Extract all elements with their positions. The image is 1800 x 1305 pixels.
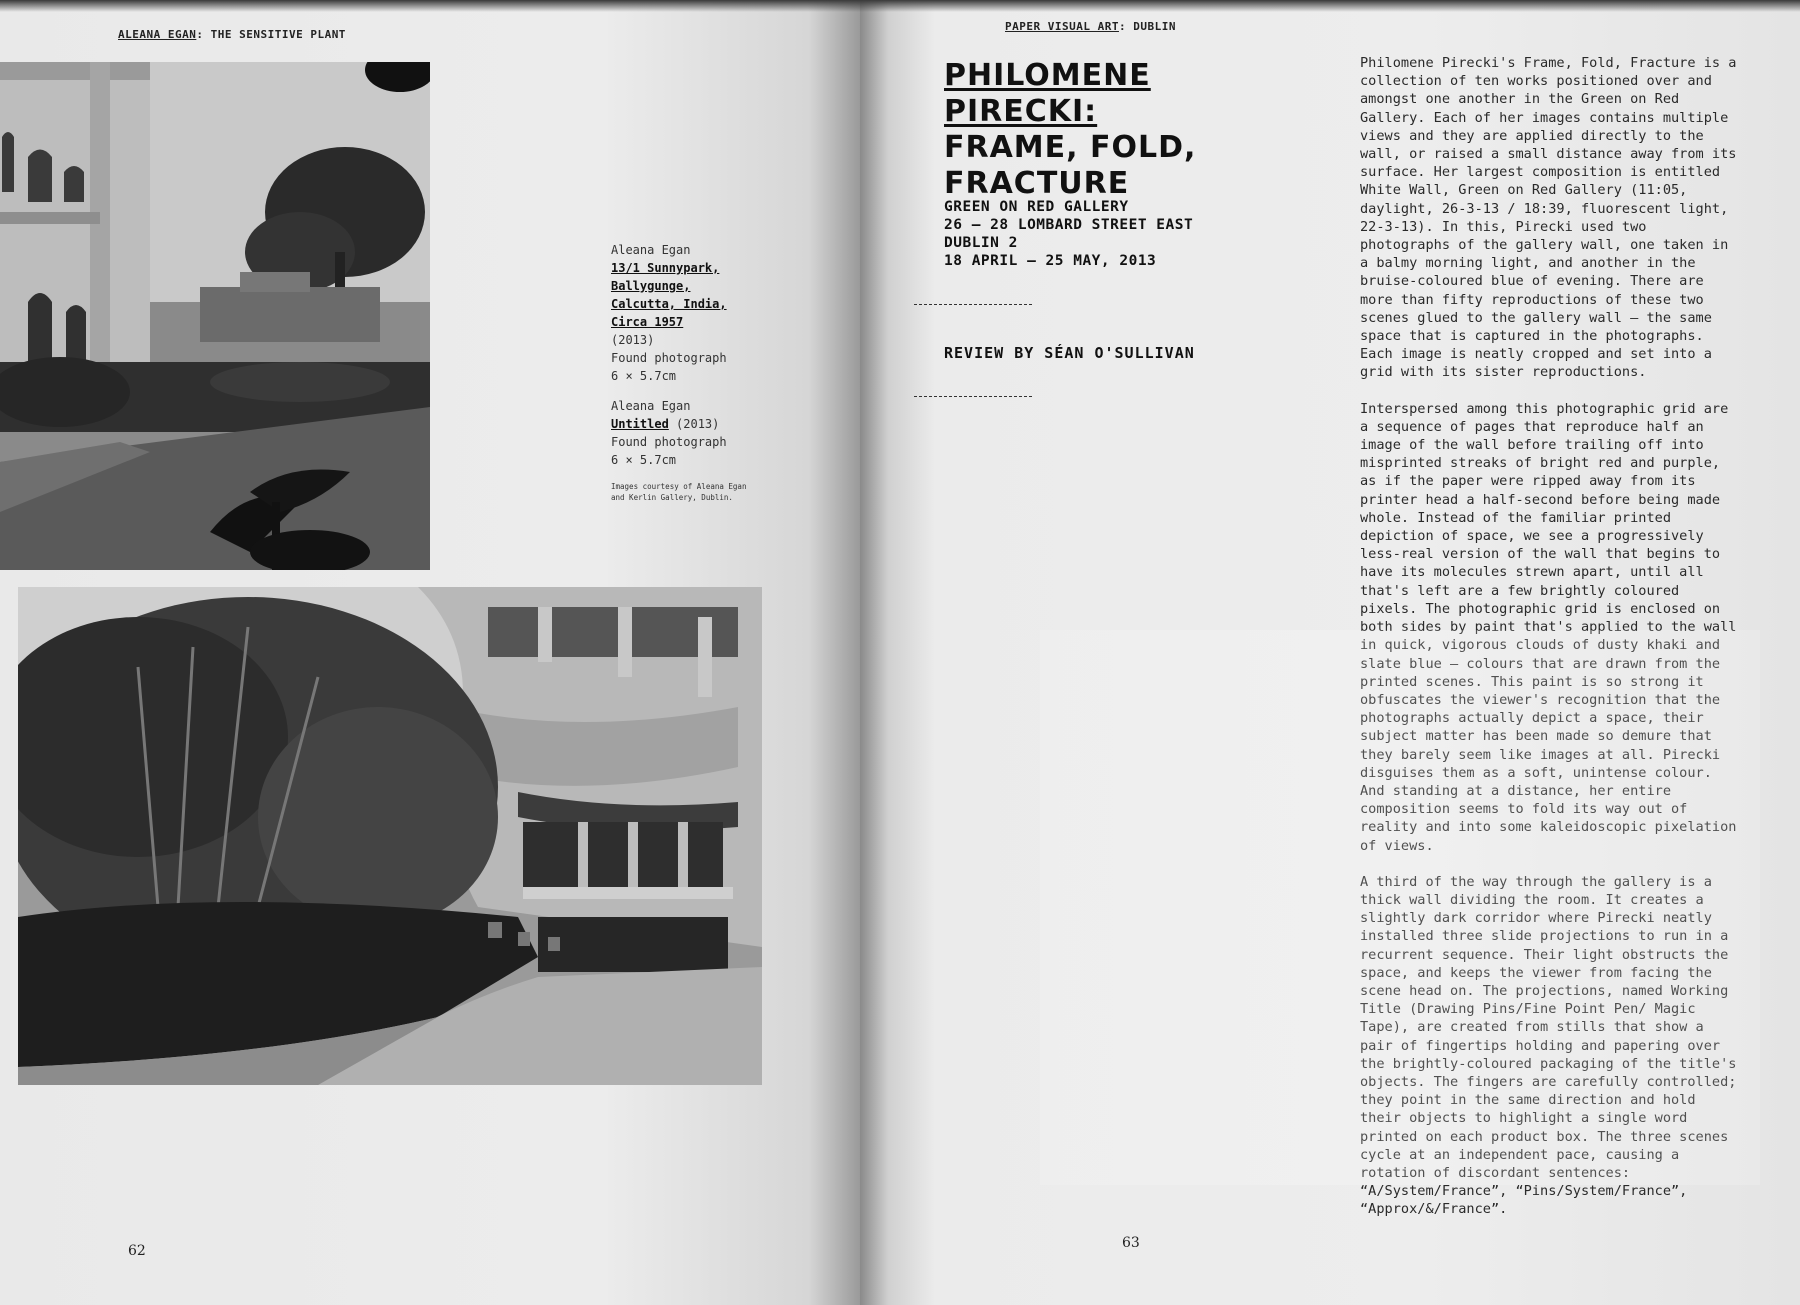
article-body	[1360, 54, 1740, 1237]
paragraph-1: Philomene Pirecki's Frame, Fold, Fracture is a collection of ten works positioned over and amongst one another in the Green on Red Gallery. Each of her images contains multiple views and they are applied directly to the wall, or raised a small distance away from its surface. Her largest composition is entitled White Wall, Green on Red Gallery (11:05, daylight, 26-3-13 / 18:39, fluorescent light, 22-3-13). In this, Pirecki used two photographs of the gallery wall, one taken in a balmy morning light, and another in the bruise-coloured blue of evening. There are more than fifty reproductions of these two scenes glued to the gallery wall – the same space that is captured in the photographs. Each image is neatly cropped and set into a grid with its sister reproductions.	[1360, 55, 1737, 381]
caption-2-medium: Found photograph	[611, 435, 727, 449]
venue-details	[944, 198, 1264, 270]
divider-dashed	[914, 304, 1032, 305]
running-head-section: PAPER VISUAL ART	[1005, 20, 1119, 33]
title-line-3: FRACTURE	[944, 166, 1130, 201]
caption-2-size: 6 × 5.7cm	[611, 453, 677, 467]
page-number-left: 62	[128, 1243, 146, 1259]
paragraph-3: A third of the way through the gallery is a thick wall dividing the room. It creates a slightly dark corridor where Pirecki neatly installed three slide projections to run in a recurrent sequence. Their light obstructs the space, and keeps the viewer from facing the scene head on. The projections, named Working Title (Drawing Pins/Fine Point Pen/ Magic Tape), are created from stills that show a pair of fingertips holding and papering over the brightly-coloured packaging of the title's objects. The fingers are carefully controlled; they point in the same direction and hold their objects to highlight a single word printed on each product box. The three scenes cycle at an independent pace, causing a rotation of discordant sentences: “A/System/France”, “Pins/System/France”, “Approx/&/France”.	[1360, 873, 1737, 1218]
caption-1-medium: Found photograph	[611, 351, 727, 365]
divider-dashed	[914, 396, 1032, 397]
caption-2-title: Untitled	[611, 417, 669, 431]
title-line-2: FRAME, FOLD,	[944, 130, 1197, 165]
page-top-shadow	[0, 0, 860, 12]
venue-gallery: GREEN ON RED GALLERY	[944, 199, 1129, 215]
caption-2-artist: Aleana Egan	[611, 399, 691, 413]
venue-city: DUBLIN 2	[944, 235, 1018, 251]
photo-untitled	[18, 587, 762, 1085]
paragraph-2: Interspersed among this photographic grid are a sequence of pages that reproduce half an image of the wall before trailing off into misprinted streaks of bright red and purple, as if the paper were ripped away from its printer head a half-second before being made whole. Instead of the familiar printed depiction of space, we see a progressively less-real version of the wall that begins to have its molecules strewn apart, until all that's left are a few brightly coloured pixels. The photographic grid is enclosed on both sides by paint that's applied to the wall in quick, vigorous clouds of dusty khaki and slate blue – colours that are drawn from the printed scenes. This paint is so strong it obfuscates the viewer's recognition that the photographs actually depict a space, their subject matter has been made so demure that they barely seem like images at all. Pirecki disguises them as a soft, unintense colour. And standing at a distance, her entire composition seems to fold its way out of reality and into some kaleidoscopic pixelation of views.	[1360, 400, 1737, 854]
photo-sunnypark	[0, 62, 430, 570]
article-title	[944, 58, 1304, 202]
running-head-title: : THE SENSITIVE PLANT	[196, 28, 346, 41]
left-page	[0, 0, 860, 1305]
running-head-artist: ALEANA EGAN	[118, 28, 197, 41]
caption-1	[611, 241, 801, 385]
caption-1-size: 6 × 5.7cm	[611, 369, 677, 383]
running-head-city: : DUBLIN	[1118, 20, 1176, 33]
caption-2-year: (2013)	[676, 417, 720, 431]
venue-dates: 18 APRIL – 25 MAY, 2013	[944, 253, 1157, 269]
caption-1-artist: Aleana Egan	[611, 243, 691, 257]
right-running-head	[1005, 20, 1176, 33]
left-running-head	[118, 28, 346, 41]
right-page	[860, 0, 1800, 1305]
image-credit: Images courtesy of Aleana Egan and Kerlin Gallery, Dublin.	[611, 482, 747, 502]
venue-address: 26 – 28 LOMBARD STREET EAST	[944, 217, 1194, 233]
page-top-shadow	[860, 0, 1800, 12]
page-number-right: 63	[1122, 1235, 1140, 1251]
caption-1-year: (2013)	[611, 333, 655, 347]
caption-1-title: 13/1 Sunnypark, Ballygunge, Calcutta, India, Circa 1957	[611, 261, 727, 329]
title-line-1: PHILOMENE PIRECKI:	[944, 58, 1151, 129]
captions	[611, 241, 801, 503]
reviewer-byline: REVIEW BY SÉAN O'SULLIVAN	[944, 344, 1195, 362]
caption-2	[611, 397, 801, 469]
